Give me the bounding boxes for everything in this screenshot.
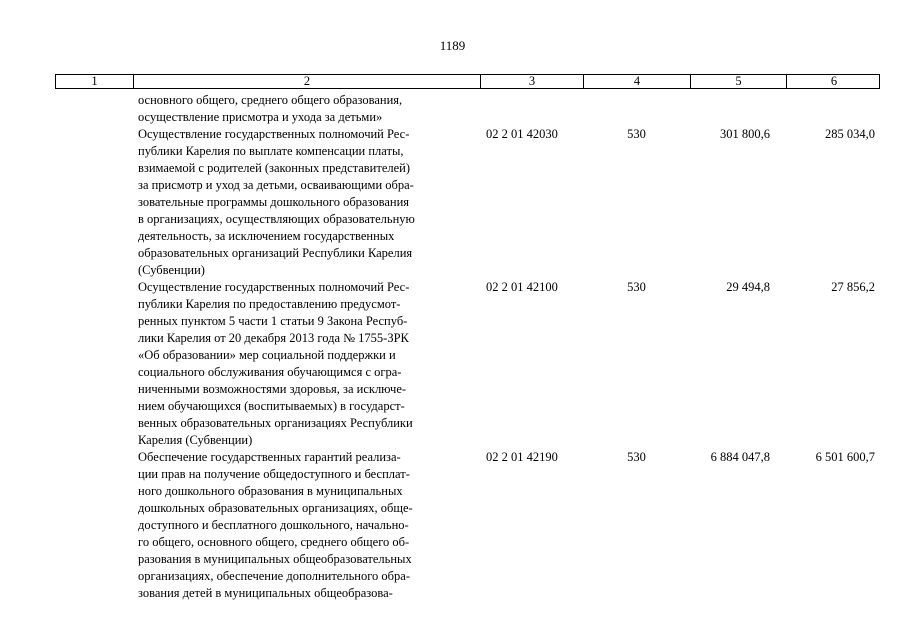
table-body	[55, 92, 880, 602]
description-line: Осуществление государственных полномочий Рес-	[138, 280, 410, 294]
header-col-6: 6	[830, 74, 838, 88]
row-description	[138, 92, 483, 126]
row-value-col5: 6 884 047,8	[710, 450, 770, 464]
description-line: ренных пунктом 5 части 1 статьи 9 Закона Респуб-	[138, 314, 408, 328]
description-line: организациях, обеспечение дополнительного обра-	[138, 569, 410, 583]
description-line: публики Карелия по предоставлению предусмот-	[138, 297, 401, 311]
description-line: нием обучающихся (воспитываемых) в государст-	[138, 399, 405, 413]
row-value-col6: 27 856,2	[831, 280, 875, 294]
description-line: осуществление присмотра и ухода за детьми»	[138, 110, 383, 124]
row-description	[138, 126, 483, 279]
table-row	[55, 449, 880, 602]
description-line: ниченными возможностями здоровья, за исключе-	[138, 382, 407, 396]
description-line: взимаемой с родителей (законных представителей)	[138, 161, 411, 175]
page-number: 1189	[439, 38, 466, 53]
description-line: доступного и бесплатного дошкольного, начально-	[138, 518, 409, 532]
row-value-col5: 29 494,8	[726, 280, 770, 294]
description-line: Осуществление государственных полномочий Рес-	[138, 127, 410, 141]
description-line: го общего, основного общего, среднего общего об-	[138, 535, 410, 549]
description-line: деятельность, за исключением государственных	[138, 229, 395, 243]
row-expense-type: 530	[627, 450, 646, 464]
row-code: 02 2 01 42030	[486, 127, 558, 141]
table-header	[55, 74, 880, 89]
table-row	[55, 279, 880, 449]
row-code: 02 2 01 42100	[486, 280, 558, 294]
header-col-4: 4	[584, 75, 691, 88]
header-col-1: 1	[56, 75, 134, 88]
description-line: за присмотр и уход за детьми, осваивающими обра-	[138, 178, 414, 192]
description-line: зовательные программы дошкольного образования	[138, 195, 410, 209]
row-value-col6: 6 501 600,7	[815, 450, 875, 464]
description-line: «Об образовании» мер социальной поддержки и	[138, 348, 396, 362]
row-code: 02 2 01 42190	[486, 450, 558, 464]
continuation-row	[55, 92, 880, 126]
description-line: социального обслуживания обучающимся с огра-	[138, 365, 402, 379]
description-line: основного общего, среднего общего образования,	[138, 93, 403, 107]
description-line: Обеспечение государственных гарантий реализа-	[138, 450, 401, 464]
header-col-5: 5	[691, 75, 787, 88]
description-line: разования в муниципальных общеобразовательных	[138, 552, 412, 566]
description-line: в организациях, осуществляющих образовательную	[138, 212, 415, 226]
row-expense-type: 530	[627, 127, 646, 141]
description-line: ции прав на получение общедоступного и бесплат-	[138, 467, 410, 481]
description-line: венных образовательных организациях Республики	[138, 416, 413, 430]
row-expense-type: 530	[627, 280, 646, 294]
header-col-2: 2	[134, 75, 481, 88]
description-line: образовательных организаций Республики Карелия	[138, 246, 413, 260]
row-value-col5: 301 800,6	[720, 127, 770, 141]
row-description	[138, 449, 483, 602]
description-line: ного дошкольного образования в муниципальных	[138, 484, 403, 498]
description-line: (Субвенции)	[138, 263, 205, 277]
table-row	[55, 126, 880, 279]
description-line: дошкольных образовательных организациях, обще-	[138, 501, 413, 515]
row-description	[138, 279, 483, 449]
header-col-3: 3	[481, 75, 584, 88]
row-value-col6: 285 034,0	[825, 127, 875, 141]
description-line: лики Карелия от 20 декабря 2013 года № 1755-ЗРК	[138, 331, 409, 345]
description-line: публики Карелия по выплате компенсации платы,	[138, 144, 404, 158]
description-line: Карелия (Субвенции)	[138, 433, 253, 447]
description-line: зования детей в муниципальных общеобразова-	[138, 586, 393, 600]
